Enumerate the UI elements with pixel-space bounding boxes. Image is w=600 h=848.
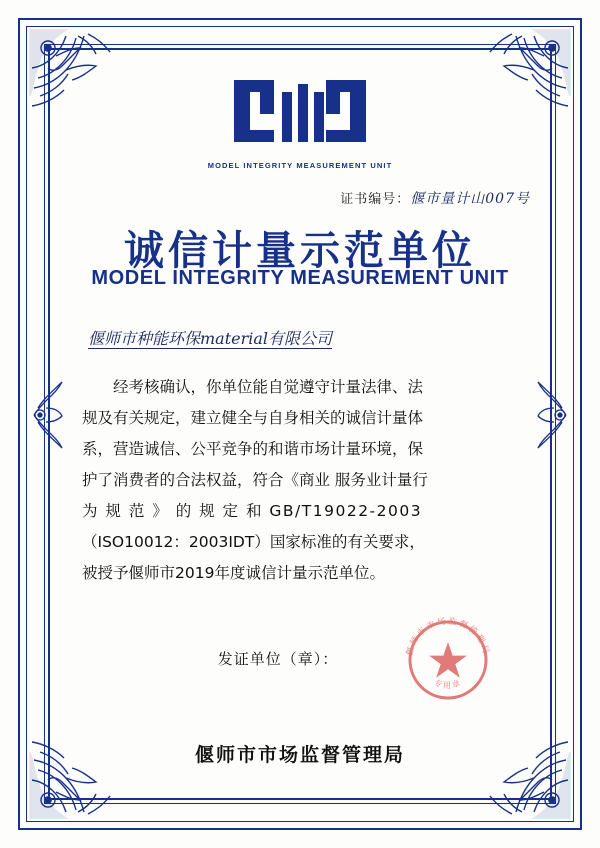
recipient-name: 偃师市种能环保material有限公司 [88,329,333,348]
certificate-number-label: 证书编号： [340,191,411,206]
body-line-1: 经考核确认，你单位能自觉遵守计量法律、法 [113,378,424,396]
svg-text:偃师市市场监督管理局: 偃师市市场监督管理局 [405,616,491,657]
body-line-7: 被授予偃师市2019年度诚信计量示范单位。 [82,564,385,582]
issuing-organization: 偃师市市场监督管理局 [194,744,405,766]
edge-ornament-right [536,360,570,470]
page-title-english: MODEL INTEGRITY MEASUREMENT UNIT [91,267,509,289]
issuer-line [0,648,600,669]
body-line-6: （ISO10012：2003IDT）国家标准的有关要求， [82,533,425,551]
issuer-label: 发证单位（章）： [217,650,339,668]
logo-block [0,74,600,170]
logo-caption: MODEL INTEGRITY MEASUREMENT UNIT [207,161,393,170]
page-title-chinese: 诚信计量示范单位 [124,228,476,274]
mium-monogram-icon [230,74,370,155]
certificate-number [340,188,530,208]
svg-text:专用章: 专用章 [432,677,464,690]
body-line-2: 规及有关规定，建立健全与自身相关的诚信计量体 [82,409,424,427]
body-line-4: 护了消费者的合法权益，符合《商业 服务业计量行 [82,471,428,489]
body-line-5: 为 规 范 》 的 规 定 和 GB/T19022-2003 [82,502,423,520]
certificate-body [82,372,530,589]
official-red-seal [396,608,500,712]
certificate-number-value: 偃市量计山007号 [410,191,530,207]
edge-ornament-left [30,360,64,470]
body-line-3: 系，营造诚信、公平竞争的和谐市场计量环境，保 [82,440,424,458]
